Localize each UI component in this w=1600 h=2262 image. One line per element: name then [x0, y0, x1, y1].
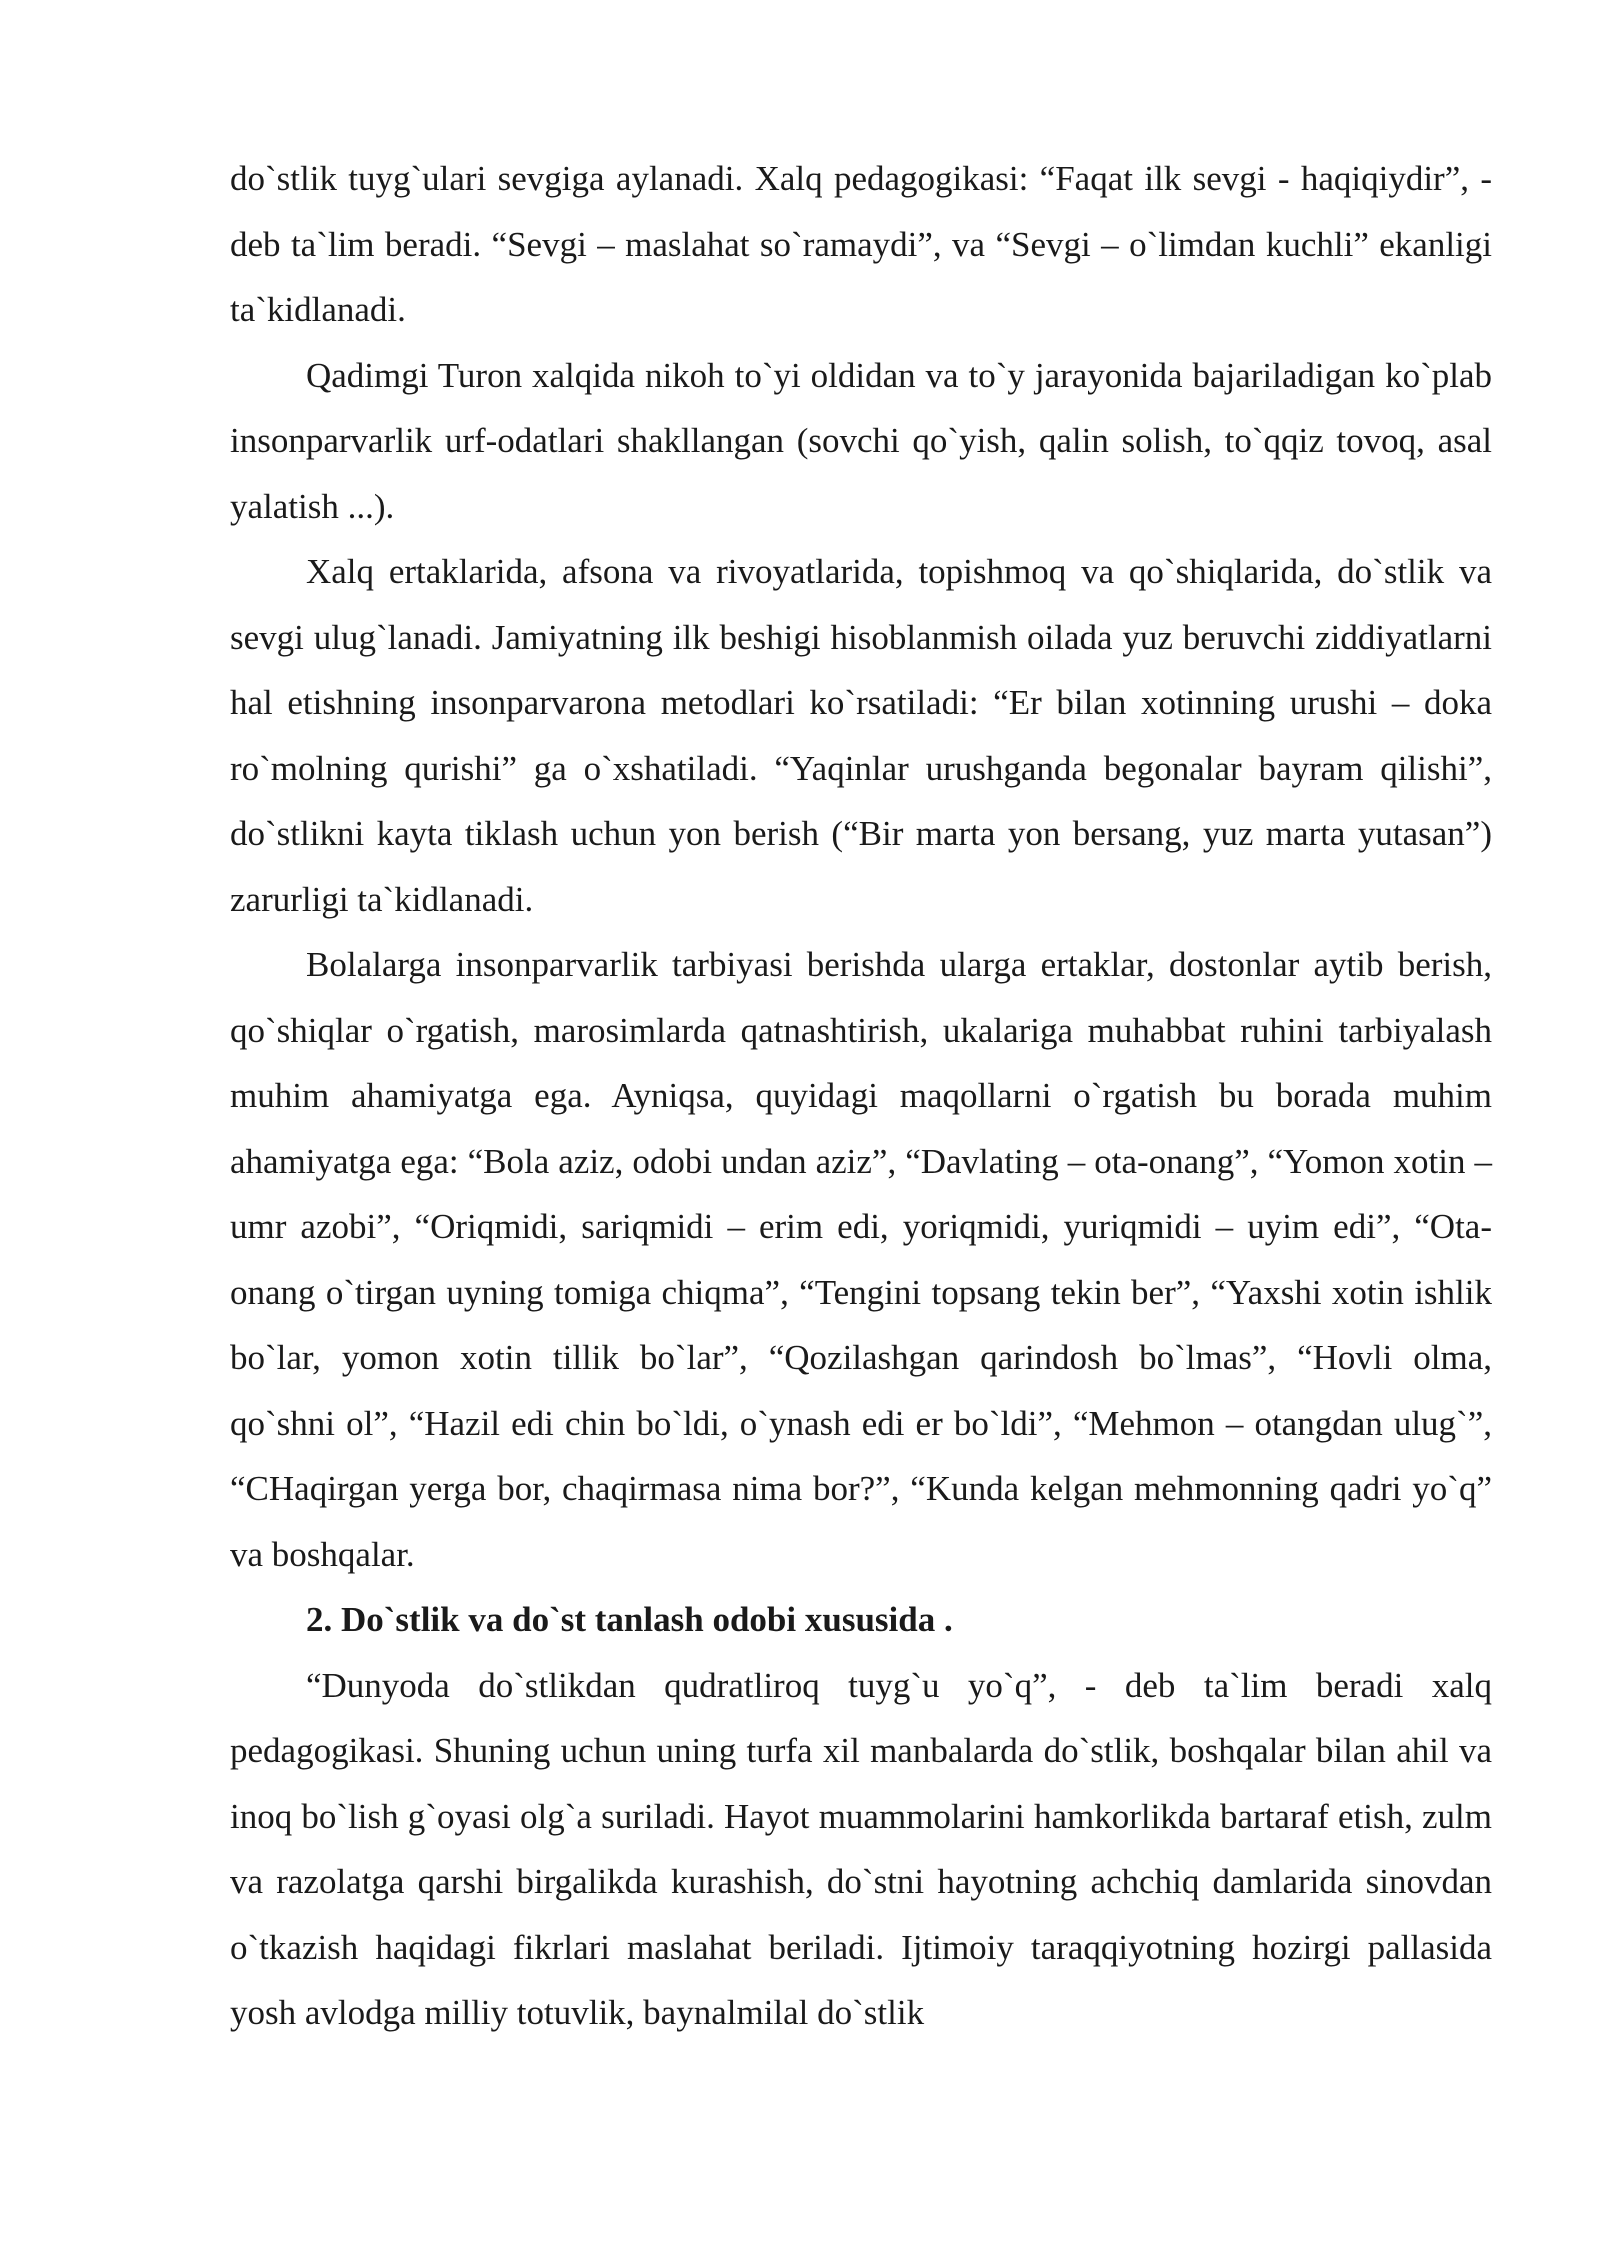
paragraph-continuation: do`stlik tuyg`ulari sevgiga aylanadi. Xalq pedagogikasi: “Faqat ilk sevgi - haqiqiydir”, - deb ta`lim beradi. “Sevgi – maslahat so`ramaydi”, va “Sevgi – o`limdan kuchli” ekanligi ta`kidlanadi.	[230, 159, 1492, 329]
section-heading: 2. Do`stlik va do`st tanlash odobi xususida .	[306, 1600, 953, 1639]
paragraph-children-upbringing-proverbs: Bolalarga insonparvarlik tarbiyasi berishda ularga ertaklar, dostonlar aytib berish, qo`shiqlar o`rgatish, marosimlarda qatnashtirish, ukalariga muhabbat ruhini tarbiyalash muhim ahamiyatga ega. Ayniqsa, quyidagi maqollarni o`rgatish bu borada muhim ahamiyatga ega: “Bola aziz, odobi undan aziz”, “Davlating – ota-onang”, “Yomon xotin – umr azobi”, “Oriqmidi, sariqmidi – erim edi, yoriqmidi, yuriqmidi – uyim edi”, “Ota-onang o`tirgan uyning tomiga chiqma”, “Tengini topsang tekin ber”, “Yaxshi xotin ishlik bo`lar, yomon xotin tillik bo`lar”, “Qozilashgan qarindosh bo`lmas”, “Hovli olma, qo`shni ol”, “Hazil edi chin bo`ldi, o`ynash edi er bo`ldi”, “Mehmon – otangdan ulug`”, “CHaqirgan yerga bor, chaqirmasa nima bor?”, “Kunda kelgan mehmonning qadri yo`q” va boshqalar.	[230, 945, 1492, 1574]
paragraph-turon-wedding-customs: Qadimgi Turon xalqida nikoh to`yi oldidan va to`y jarayonida bajariladigan ko`plab insonparvarlik urf-odatlari shakllangan (sovchi qo`yish, qalin solish, to`qqiz tovoq, asal yalatish ...).	[230, 355, 1492, 526]
paragraph-folk-tales-friendship: Xalq ertaklarida, afsona va rivoyatlarida, topishmoq va qo`shiqlarida, do`stlik va sevgi ulug`lanadi. Jamiyatning ilk beshigi hisoblanmish oilada yuz beruvchi ziddiyatlarni hal etishning insonparvarona metodlari ko`rsatiladi: “Er bilan xotinning urushi – doka ro`molning qurishi” ga o`xshatiladi. “Yaqinlar urushganda begonalar bayram qilishi”, do`stlikni kayta tiklash uchun yon berish (“Bir marta yon bersang, yuz marta yutasan”) zarurligi ta`kidlanadi.	[230, 552, 1492, 919]
paragraph-friendship-power: “Dunyoda do`stlikdan qudratliroq tuyg`u yo`q”, - deb ta`lim beradi xalq pedagogikasi. Shuning uchun uning turfa xil manbalarda do`stlik, boshqalar bilan ahil va inoq bo`lish g`oyasi olg`a suriladi. Hayot muammolarini hamkorlikda bartaraf etish, zulm va razolatga qarshi birgalikda kurashish, do`stni hayotning achchiq damlarida sinovdan o`tkazish haqidagi fikrlari maslahat beriladi. Ijtimoiy taraqqiyotning hozirgi pallasida yosh avlodga milliy totuvlik, baynalmilal do`stlik	[230, 1665, 1492, 2032]
document-body	[230, 146, 1492, 2046]
